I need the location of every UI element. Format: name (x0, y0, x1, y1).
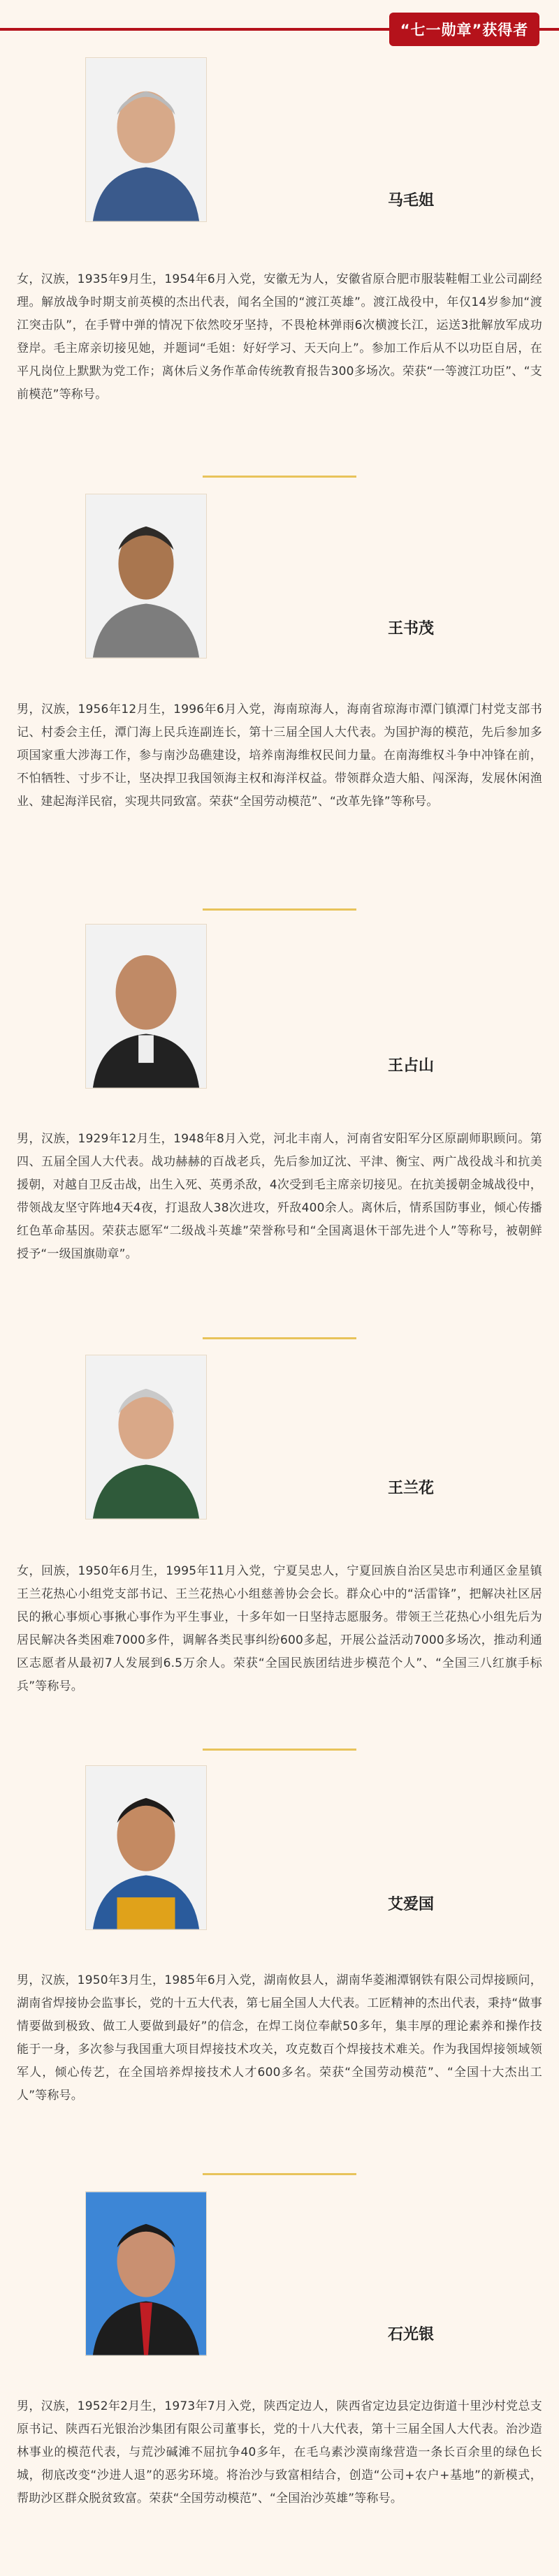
section-divider (203, 2173, 356, 2175)
person-name: 王兰花 (388, 1480, 435, 1497)
person-name: 艾爱国 (388, 1896, 435, 1913)
person-bio: 女，汉族，1935年9月生，1954年6月入党，安徽无为人，安徽省原合肥市服装鞋帽工业公司副经理。解放战争时期支前英模的杰出代表，闻名全国的“渡江英雄”。渡江战役中，年仅14岁参加“渡江突击队”，在手臂中弹的情况下依然咬牙坚持，不畏枪林弹雨6次横渡长江，运送3批解放军成功登岸。毛主席亲切接见她，并题词“毛姐：好好学习、天天向上”。参加工作后从不以功臣自居，在平凡岗位上默默为党工作；离休后义务作革命传统教育报告300多场次。荣获“一等渡江功臣”、“支前模范”等称号。 (17, 272, 542, 402)
person-name: 王占山 (388, 1057, 435, 1075)
section-divider (203, 908, 356, 911)
portrait-photo (85, 494, 207, 658)
person-bio: 男，汉族，1956年12月生，1996年6月入党，海南琼海人，海南省琼海市潭门镇潭门村党支部书记、村委会主任，潭门海上民兵连副连长，第十三届全国人大代表。为国护海的模范，先后参加多项国家重大涉海工作，参与南沙岛礁建设，培养南海维权民间力量。在南海维权斗争中冲锋在前，不怕牺牲、寸步不让，坚决捍卫我国领海主权和海洋权益。带领群众造大船、闯深海，发展休闲渔业、建起海洋民宿，实现共同致富。荣获“全国劳动模范”、“改革先锋”等称号。 (17, 702, 542, 809)
section-divider (203, 1749, 356, 1751)
header-badge: “七一勋章”获得者 (389, 13, 539, 46)
person-name: 王书茂 (388, 620, 435, 638)
person-bio: 女，回族，1950年6月生，1995年11月入党，宁夏吴忠人，宁夏回族自治区吴忠市利通区金星镇王兰花热心小组党支部书记、王兰花热心小组慈善协会会长。群众心中的“活雷锋”，把解决社区居民的揪心事烦心事揪心事作为平生事业，十多年如一日坚持志愿服务。带领王兰花热心小组先后为居民解决各类困难7000多件，调解各类民事纠纷600多起，开展公益活动7000多场次，推动利通区志愿者从最初7人发展到6.5万余人。荣获“全国民族团结进步模范个人”、“全国三八红旗手标兵”等称号。 (17, 1564, 542, 1693)
person-bio: 男，汉族，1952年2月生，1973年7月入党，陕西定边人，陕西省定边县定边街道十里沙村党总支原书记、陕西石光银治沙集团有限公司董事长，党的十八大代表，第十三届全国人大代表。治沙造林事业的模范代表，与荒沙碱滩不屈抗争40多年，在毛乌素沙漠南缘营造一条长百余里的绿色长城，彻底改变“沙进人退”的恶劣环境。将治沙与致富相结合，创造“公司+农户+基地”的新模式，帮助沙区群众脱贫致富。荣获“全国劳动模范”、“全国治沙英雄”等称号。 (17, 2399, 542, 2505)
portrait-photo (85, 924, 207, 1089)
section-divider (203, 476, 356, 478)
person-name: 马毛姐 (388, 192, 435, 209)
person-name: 石光银 (388, 2326, 435, 2343)
person-bio: 男，汉族，1929年12月生，1948年8月入党，河北丰南人，河南省安阳军分区原副师职顾问。第四、五届全国人大代表。战功赫赫的百战老兵，先后参加辽沈、平津、衡宝、两广战役战斗和抗美援朝，对越自卫反击战，出生入死、英勇杀敌，4次受到毛主席亲切接见。在抗美援朝金城战役中，带领战友坚守阵地4天4夜，打退敌人38次进攻，歼敌400余人。离休后，情系国防事业，倾心传播红色革命基因。荣获志愿军“二级战斗英雄”荣誉称号和“全国离退休干部先进个人”等称号，被朝鲜授予“一级国旗勋章”。 (17, 1132, 542, 1261)
portrait-photo (85, 1355, 207, 1519)
person-bio: 男，汉族，1950年3月生，1985年6月入党，湖南攸县人，湖南华菱湘潭钢铁有限公司焊接顾问，湖南省焊接协会监事长，党的十五大代表，第七届全国人大代表。工匠精神的杰出代表，秉持“做事情要做到极致、做工人要做到最好”的信念，在焊工岗位奉献50多年，集丰厚的理论素养和操作技能于一身，多次参与我国重大项目焊接技术攻关，攻克数百个焊接技术难关。作为我国焊接领域领军人，倾心传艺，在全国培养焊接技术人才600多名。荣获“全国劳动模范”、“全国十大杰出工人”等称号。 (17, 1973, 542, 2103)
portrait-photo (85, 1765, 207, 1930)
portrait-photo (85, 2191, 207, 2356)
section-divider (203, 1337, 356, 1339)
portrait-photo (85, 57, 207, 222)
